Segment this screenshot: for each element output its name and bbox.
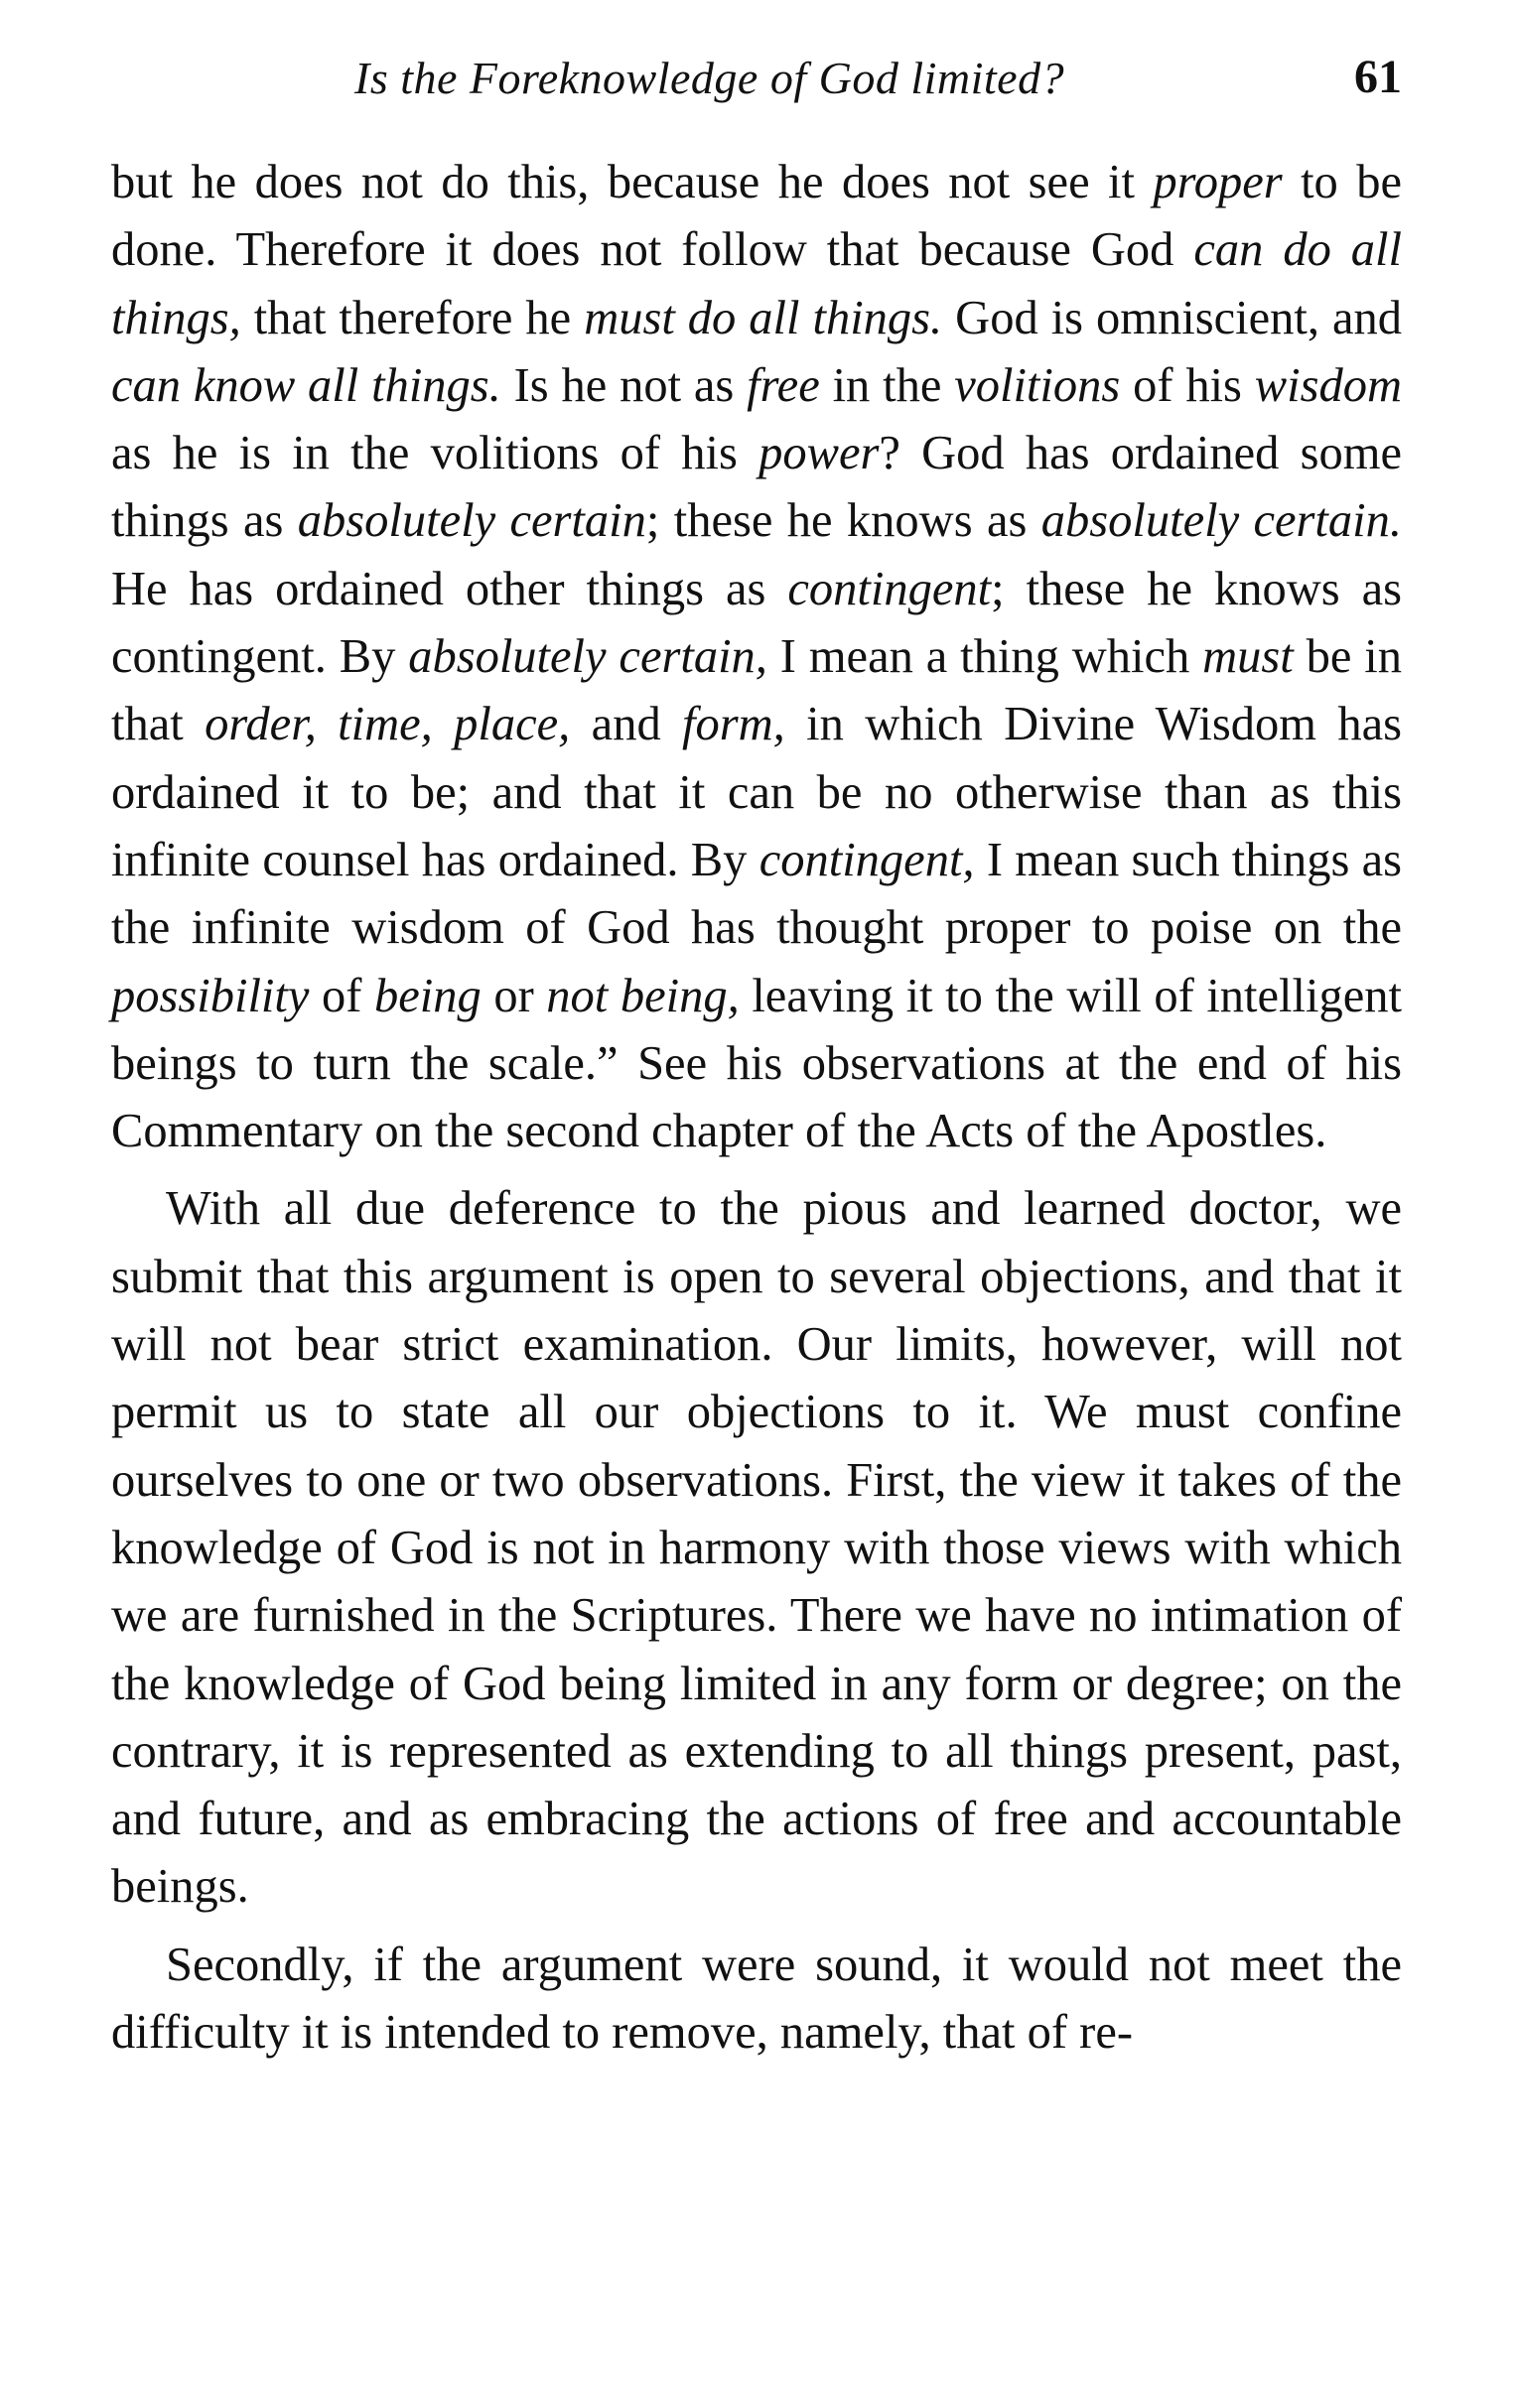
italic-run: wisdom xyxy=(1254,358,1402,412)
paragraph-secondly xyxy=(111,1932,1402,2068)
text-run: to be done. Therefore it does not follow that because God xyxy=(111,156,1402,277)
text-run: I mean such things as the infinite wisdom of God has thought proper to poise on the xyxy=(111,833,1402,955)
italic-run: possibility xyxy=(111,969,310,1022)
italic-run: can do all things, xyxy=(111,223,1402,344)
running-head xyxy=(111,46,1402,115)
text-run: as he is in the volitions of his xyxy=(111,427,759,480)
text-run: I mean a thing which xyxy=(766,630,1203,684)
italic-run: absolutely certain. xyxy=(1040,494,1402,548)
text-run: of his xyxy=(1120,358,1255,412)
text-run: and xyxy=(570,698,683,751)
paragraph-gap xyxy=(111,1922,1402,1932)
italic-run: absolutely certain, xyxy=(408,630,767,684)
italic-run: contingent xyxy=(787,562,992,615)
italic-run: volitions xyxy=(954,358,1121,412)
italic-run: being xyxy=(373,969,482,1022)
italic-run: form, xyxy=(682,698,785,751)
italic-run: absolutely certain xyxy=(297,494,646,548)
body-text xyxy=(111,149,1402,2067)
italic-run: power xyxy=(758,427,880,480)
text-run: of xyxy=(309,969,374,1022)
text-run: in which Divine Wisdom has ordained it to be; and that it can be no otherwise than as this infinite counsel has ordained. By xyxy=(111,698,1402,886)
italic-run: proper xyxy=(1153,156,1283,208)
paragraph-deference xyxy=(111,1175,1402,1921)
text-run: God is omniscient, and xyxy=(942,291,1403,344)
italic-run: free xyxy=(747,358,820,412)
paragraph-gap xyxy=(111,1165,1402,1175)
italic-run: not being, xyxy=(546,969,740,1022)
text-run: be in that xyxy=(111,630,1402,751)
text-run: ; these he knows as contingent. By xyxy=(111,562,1402,684)
paragraph-continuation xyxy=(111,149,1402,1165)
italic-run: contingent, xyxy=(758,833,975,886)
text-run: in the xyxy=(819,358,955,412)
running-title: Is the Foreknowledge of God limited? xyxy=(354,53,1065,103)
text-run: With all due deference to the pious and learned doctor, we submit that this argument is open to several objections, and that it will not bear strict examination. Our limits, however, will not permit us to state all our objections to it. We must confine ourselves to one or two observations. First, the view it takes of the knowledge of God is not in harmony with those views with which we are furnished in the Scriptures. There we have no intimation of the knowledge of God being limited in any form or degree; on the contrary, it is represented as extending to all things present, past, and future, and as embracing the actions of free and accountable beings. xyxy=(111,1182,1402,1914)
italic-run: must xyxy=(1202,630,1294,684)
text-run: Secondly, if the argument were sound, it would not meet the difficulty it is intended to remove, namely, that of re- xyxy=(111,1938,1402,2060)
italic-run: can know all things. xyxy=(111,358,501,412)
italic-run: must do all things. xyxy=(584,291,943,344)
text-run: that therefore he xyxy=(240,291,585,344)
text-run: or xyxy=(481,969,547,1022)
page-number: 61 xyxy=(1354,51,1402,103)
text-run: leaving it to the will of intelligent beings to turn the scale.” See his observations at the end of his Commentary on the second chapter of the Acts of the Apostles. xyxy=(111,969,1402,1158)
text-run: Is he not as xyxy=(500,358,748,412)
text-run: He has ordained other things as xyxy=(111,562,788,615)
text-run: ? God has ordained some things as xyxy=(111,427,1403,548)
text-run: but he does not do this, because he does not see it xyxy=(111,156,1154,208)
italic-run: order, time, place, xyxy=(205,698,571,751)
text-run: ; these he knows as xyxy=(645,494,1041,548)
